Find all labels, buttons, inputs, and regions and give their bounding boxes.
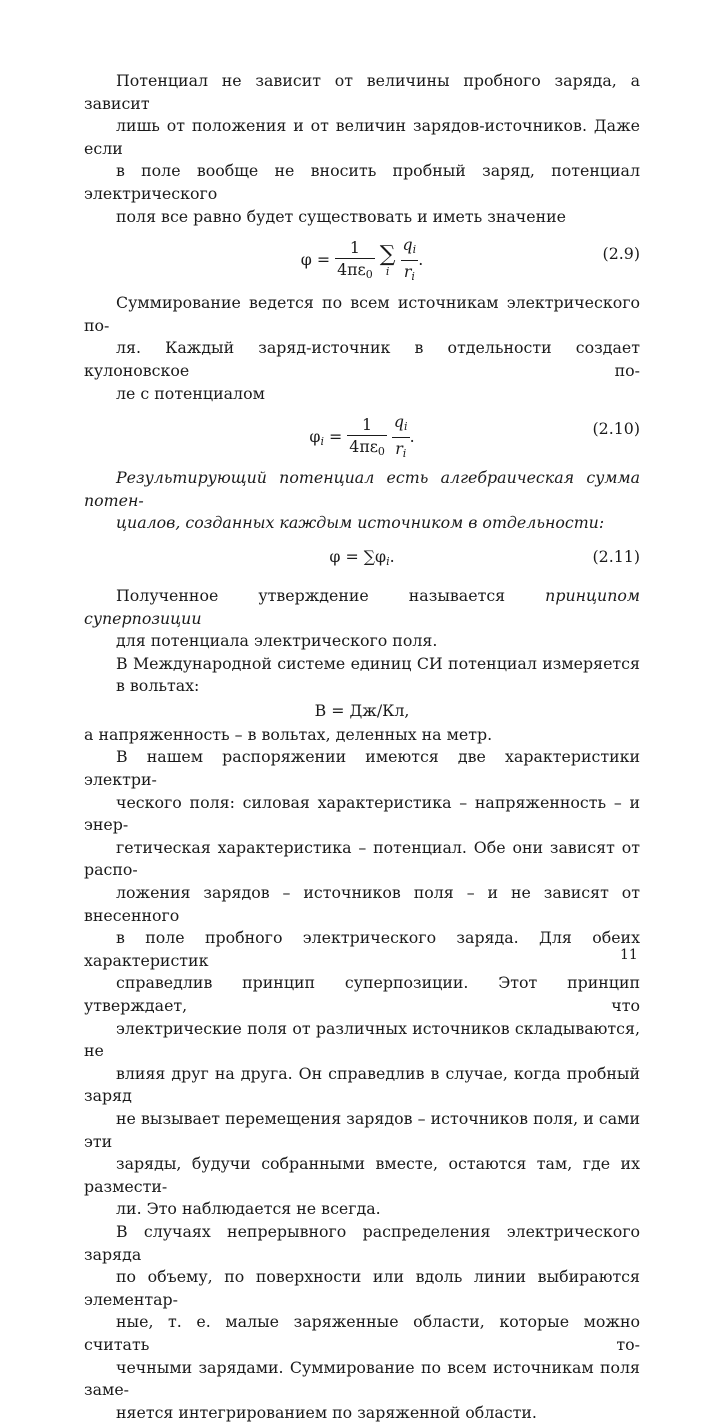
- term-superposition: принципом суперпозиции: [84, 585, 640, 628]
- text-line: по объему, по поверхности или вдоль линии выбираются элементар-: [84, 1267, 640, 1309]
- page-number: 11: [620, 947, 638, 963]
- text-line: В нашем распоряжении имеются две характеристики электри-: [84, 747, 640, 790]
- equation-2-10: $\varphi_i$ = $\frac{1}{4\pi\varepsilon_0}$ $\frac{q_i}{r_i}$ . (2.10): [84, 405, 640, 467]
- paragraph-summation: [84, 292, 640, 405]
- text-line: ложения зарядов – источников поля – и не зависят от внесенного: [84, 883, 640, 925]
- text-line: ные, т. е. малые заряженные области, которые можно считать то-: [84, 1312, 640, 1354]
- eq-fraction: [335, 237, 375, 285]
- text-line: заряды, будучи собранными вместе, остаются там, где их размести-: [84, 1154, 640, 1196]
- paragraph-resulting-potential: [84, 467, 640, 535]
- text-line: В случаях непрерывного распределения электрического заряда: [84, 1221, 640, 1264]
- page-content: [84, 70, 640, 1424]
- paragraph-potential-independence: [84, 70, 640, 228]
- equation-2-11: $\varphi = \sum\varphi_i$. (2.11): [329, 546, 640, 568]
- text-line: Суммирование ведется по всем источникам электрического по-: [84, 293, 640, 335]
- eq-fraction-q-over-r: $\frac{q_i}{r_i}$: [402, 235, 417, 284]
- paragraph-continuous-distribution: [84, 1221, 640, 1424]
- text-line: Полученное утверждение называется принципом суперпозиции: [84, 585, 640, 628]
- eq-denominator: $4\pi\varepsilon_0$: [337, 259, 373, 281]
- text-line: электрические поля от различных источников складываются, не: [84, 1018, 640, 1061]
- text-line: лишь от положения и от величин зарядов-источников. Даже если: [84, 116, 640, 158]
- text-line: влияя друг на друга. Он справедлив в случае, когда пробный заряд: [84, 1063, 640, 1106]
- text-line: ля. Каждый заряд-источник в отдельности создает кулоновское по-: [84, 338, 640, 380]
- paragraph-superposition: [84, 585, 640, 653]
- text-line: ческого поля: силовая характеристика – напряженность – и энер-: [84, 792, 640, 835]
- text-line: В Международной системе единиц СИ потенциал измеряется: [116, 653, 640, 673]
- text-line: гетическая характеристика – потенциал. Обе они зависят от распо-: [84, 837, 640, 880]
- text-line: няется интегрированием по заряженной области.: [116, 1402, 537, 1422]
- eq-lhs: φ =: [300, 250, 331, 270]
- eq-fraction: $\frac{1}{4\pi\varepsilon_0}$: [349, 414, 385, 458]
- sum-index: i: [385, 264, 390, 278]
- eq-fraction-q-over-r: $\frac{q_i}{r_i}$: [393, 412, 408, 461]
- text-line: справедлив принцип суперпозиции. Этот принцип утверждает, что: [84, 973, 640, 1015]
- text-line: циалов, созданных каждым источником в отдельности:: [116, 513, 605, 533]
- text-line: чечными зарядами. Суммирование по всем источникам поля заме-: [84, 1357, 640, 1400]
- paragraph-characteristics: [84, 746, 640, 1220]
- equation-number: (2.9): [602, 244, 640, 264]
- text-line: а напряженность – в вольтах, деленных на метр.: [84, 724, 493, 744]
- unit-equation: В = Дж/Кл,: [314, 700, 410, 720]
- eq-lhs: $\varphi_i$ =: [309, 427, 343, 449]
- paragraph-si-units: [84, 653, 640, 698]
- text-line: в поле пробного электрического заряда. Для обеих характеристик: [84, 928, 640, 970]
- text-line: для потенциала электрического поля.: [116, 631, 438, 651]
- eq-numerator: 1: [335, 237, 375, 259]
- text-line: ле с потенциалом: [116, 383, 265, 403]
- text-line: Потенциал не зависит от величины пробного заряда, а зависит: [84, 71, 640, 113]
- text-line: поля все равно будет существовать и иметь значение: [116, 206, 566, 226]
- text-line: ли. Это наблюдается не всегда.: [116, 1199, 381, 1219]
- equation-2-9: φ = $\frac{1}{4\pi\varepsilon_0}$ ∑ i $\frac{q_i}{r_i}$ . (2.9): [84, 228, 640, 292]
- text-line: не вызывает перемещения зарядов – источников поля, и сами эти: [84, 1108, 640, 1151]
- equation-number: (2.10): [592, 419, 640, 439]
- equation-number: (2.11): [592, 546, 640, 566]
- text-line: в вольтах:: [116, 676, 200, 696]
- sum-symbol: ∑ i: [379, 241, 396, 278]
- text-line: в поле вообще не вносить пробный заряд, потенциал электрического: [84, 161, 640, 203]
- text-line: Результирующий потенциал есть алгебраическая сумма потен-: [84, 468, 640, 510]
- paragraph-field-unit: [84, 724, 640, 747]
